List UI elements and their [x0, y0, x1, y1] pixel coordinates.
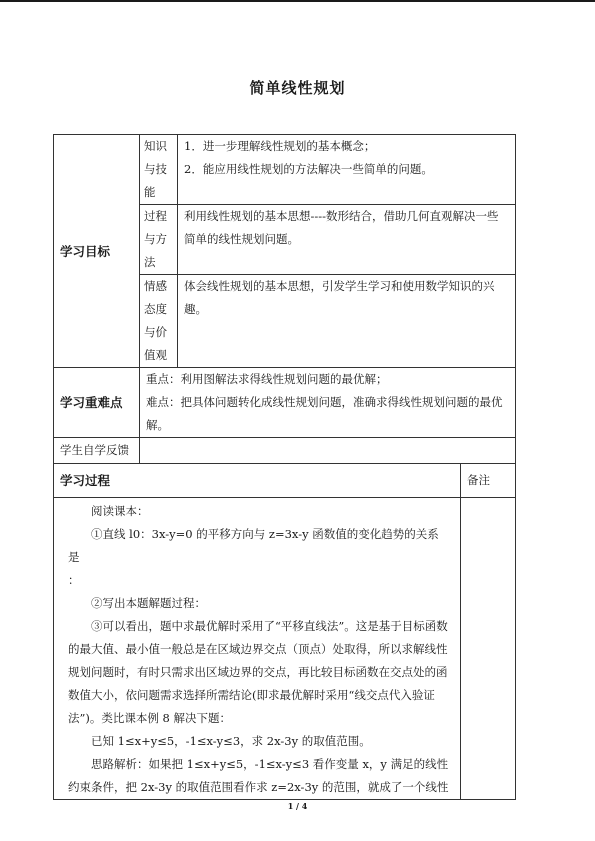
goal-knowledge-line-2: 2．能应用线性规划的方法解决一些简单的问题。 — [184, 162, 433, 176]
goal-label-attitude: 情感态度与价值观 — [140, 275, 178, 368]
process-header-row — [54, 464, 516, 498]
top-border-line — [0, 0, 595, 2]
goal-content-knowledge — [178, 135, 516, 205]
feedback-header: 学生自学反馈 — [54, 438, 140, 464]
process-para-5: ③可以看出，题中求最优解时采用了“平移直线法”。这是基于目标函数的最大值、最小值一般总是在区域边界交点（顶点）处取得，所以求解线性规划问题时，有时只需求出区域边界的交点，再比较目标函数在交点处的函数值大小，依问题需求选择所需结论(即求最优解时采用“线交点代入验证法”)。类比课本例 8 解决下题： — [68, 619, 448, 725]
goal-label-process: 过程与方法 — [140, 205, 178, 275]
goal-content-attitude — [178, 275, 516, 368]
lesson-plan-table — [53, 134, 516, 800]
process-para-4: ②写出本题解题过程： — [91, 596, 206, 610]
process-para-2: ①直线 l0：3x-y=0 的平移方向与 z=3x-y 函数值的变化趋势的关系是 — [68, 527, 439, 564]
remarks-content — [461, 498, 516, 800]
goal-label-knowledge: 知识与技能 — [140, 135, 178, 205]
key-points-row — [54, 368, 516, 438]
feedback-content[interactable] — [140, 438, 516, 464]
goal-attitude-text: 体会线性规划的基本思想，引发学生学习和使用数学知识的兴趣。 — [184, 279, 495, 316]
document-title: 简单线性规划 — [249, 79, 346, 97]
feedback-row — [54, 438, 516, 464]
key-point-focus: 重点：利用图解法求得线性规划问题的最优解； — [146, 372, 388, 386]
process-para-1: 阅读课本： — [91, 504, 149, 518]
goal-content-process — [178, 205, 516, 275]
remarks-header: 备注 — [461, 464, 516, 498]
goal-process-text: 利用线性规划的基本思想----数形结合，借助几何直观解决一些简单的线性规划问题。 — [184, 209, 499, 246]
key-points-header: 学习重难点 — [54, 368, 140, 438]
process-para-6: 已知 1≤x+y≤5，-1≤x-y≤3，求 2x-3y 的取值范围。 — [91, 734, 371, 748]
goal-row-knowledge — [54, 135, 516, 205]
goals-header: 学习目标 — [54, 135, 140, 368]
process-para-7: 思路解析：如果把 1≤x+y≤5，-1≤x-y≤3 看作变量 x，y 满足的线性约束条件，把 2x-3y 的取值范围看作求 z=2x-3y 的范围，就成了一个线性 — [68, 757, 449, 794]
page-number: 1 / 4 — [287, 801, 308, 811]
key-points-content — [140, 368, 516, 438]
process-header: 学习过程 — [54, 464, 461, 498]
goal-knowledge-line-1: 1．进一步理解线性规划的基本概念； — [184, 139, 376, 153]
process-content — [54, 498, 461, 800]
key-point-difficulty: 难点：把具体问题转化成线性规划问题，准确求得线性规划问题的最优解。 — [146, 395, 503, 432]
process-body-row — [54, 498, 516, 800]
process-para-3: ： — [68, 573, 80, 587]
